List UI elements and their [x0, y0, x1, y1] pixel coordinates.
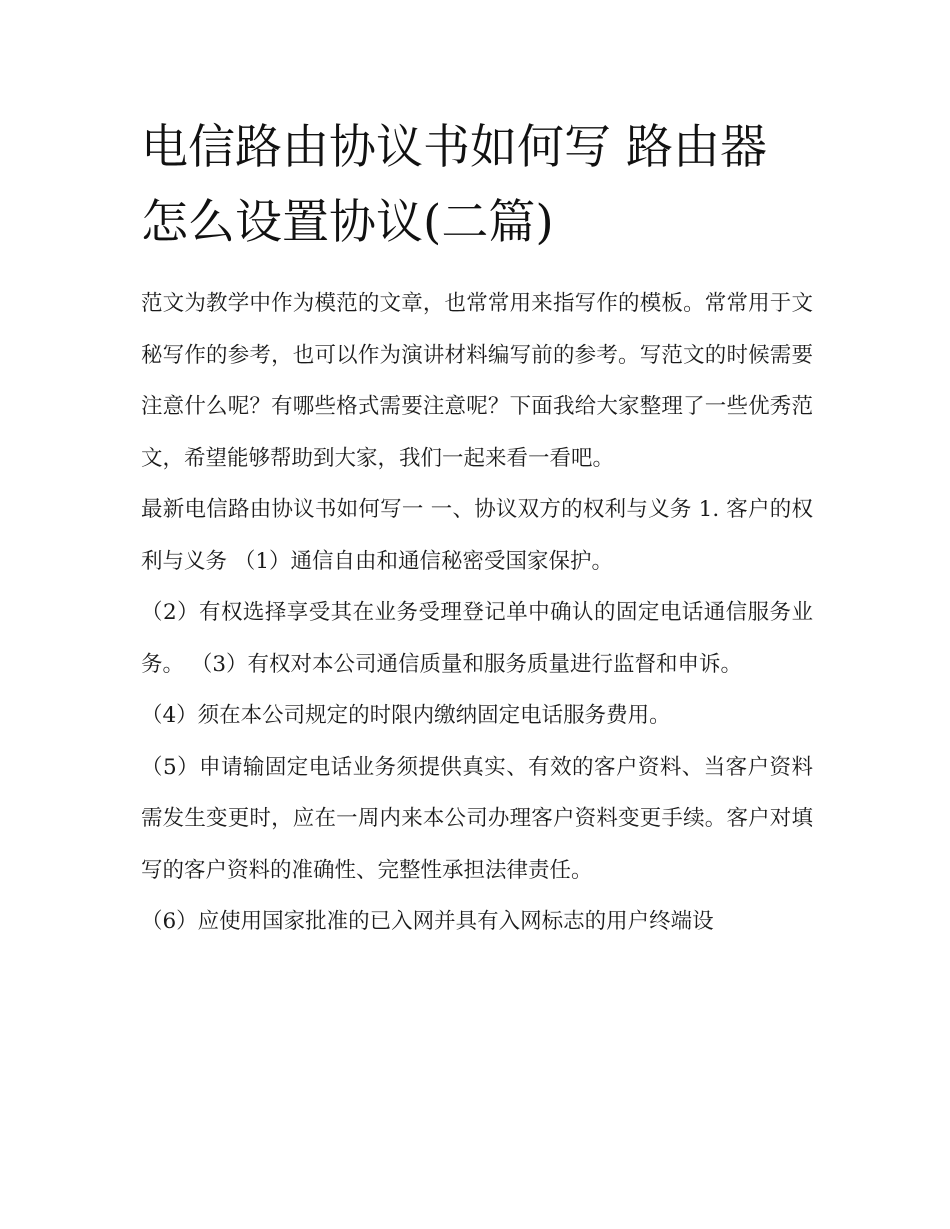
document-page — [141, 110, 813, 948]
paragraph-rights-intro: 最新电信路由协议书如何写一 一、协议双方的权利与义务 1. 客户的权利与义务 （1）通信自由和通信秘密受国家保护。 — [141, 497, 813, 574]
paragraph-intro: 范文为教学中作为模范的文章，也常常用来指写作的模板。常常用于文秘写作的参考，也可以作为演讲材料编写前的参考。写范文的时候需要注意什么呢？有哪些格式需要注意呢？下面我给大家整理了一些优秀范文，希望能够帮助到大家，我们一起来看一看吧。 — [141, 291, 813, 471]
document-body — [141, 278, 813, 948]
paragraph-item-4: （4）须在本公司规定的时限内缴纳固定电话服务费用。 — [141, 703, 671, 728]
paragraph-item-6: （6）应使用国家批准的已入网并具有入网标志的用户终端设 — [141, 909, 714, 934]
paragraph-item-2-3: （2）有权选择享受其在业务受理登记单中确认的固定电话通信服务业务。 （3）有权对本公司通信质量和服务质量进行监督和申诉。 — [141, 600, 813, 677]
paragraph-item-5: （5）申请输固定电话业务须提供真实、有效的客户资料、当客户资料需发生变更时，应在一周内来本公司办理客户资料变更手续。客户对填写的客户资料的准确性、完整性承担法律责任。 — [141, 754, 813, 883]
document-title: 电信路由协议书如何写 路由器怎么设置协议(二篇) — [141, 120, 767, 250]
